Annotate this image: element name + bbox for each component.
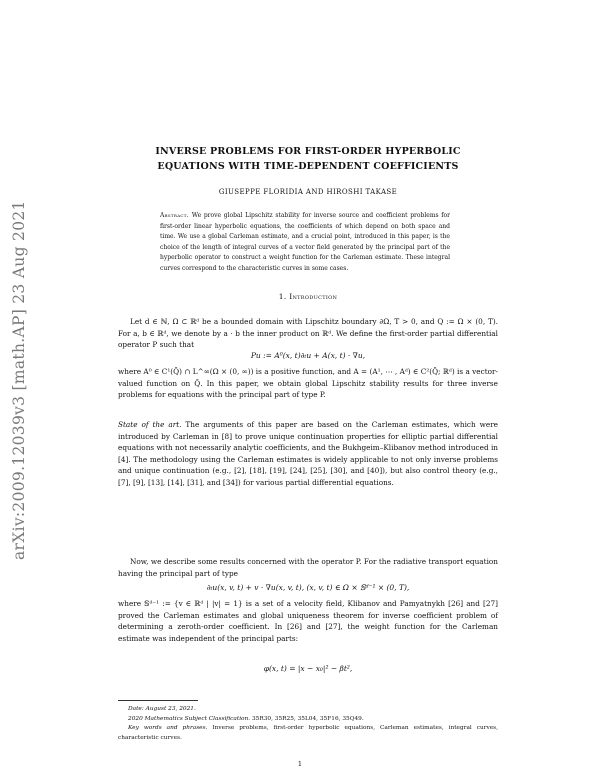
footnote-msc-label: 2020 Mathematics Subject Classification. [128, 715, 251, 722]
equation-operator-p: Pu := A⁰(x, t)∂ₜu + A(x, t) · ∇u, [250, 351, 366, 360]
intro-paragraph-2 [118, 366, 498, 401]
paragraph-text: Now, we describe some results concerned with the operator P. For the radiative transport equation having the principal part of type [118, 557, 498, 578]
equation-radiative-transport: ∂ₜu(x, v, t) + v · ∇u(x, v, t), (x, v, t) ∈ Ω × 𝕊ᵈ⁻¹ × (0, T), [206, 583, 410, 592]
state-of-art-paragraph [118, 419, 498, 488]
footnote-keywords: Inverse problems, first-order hyperbolic equations, Carleman estimates, integral curves, characteristic curves. [118, 725, 498, 741]
footnote-divider [118, 700, 198, 701]
section-heading [118, 292, 498, 301]
intro-paragraph-5 [118, 598, 498, 644]
abstract [160, 211, 450, 274]
paragraph-text: Let d ∈ ℕ, Ω ⊂ ℝᵈ be a bounded domain with Lipschitz boundary ∂Ω, T > 0, and Q := Ω × (0, T). For a, b ∈ ℝᵈ, we denote by a · b the inner product on ℝᵈ. We define the first-order partial differential operator P such that [118, 317, 498, 349]
arxiv-identifier-stamp[interactable]: arXiv:2009.12039v3 [math.AP] 23 Aug 2021 [10, 200, 28, 560]
page-number: 1 [297, 760, 303, 768]
paragraph-text: The arguments of this paper are based on the Carleman estimates, which were introduced by Carleman in [8] to prove unique continuation properties for elliptic partial differential equations with not necessarily analytic coefficients, and the Bukhgeim–Klibanov method introduced in [4]. The methodology using the Carleman estimates is widely applicable to not only inverse problems and unique continuation (e.g., [2], [18], [19], [24], [25], [30], and [40]), but also control theory (e.g., [7], [9], [13], [14], [31], and [34]) for various partial differential equations. [118, 420, 498, 487]
paragraph-text: where 𝕊ᵈ⁻¹ := {v ∈ ℝᵈ | |v| = 1} is a set of a velocity field, Klibanov and Pamyatnykh [26] and [27] proved the Carleman estimates and global uniqueness theorem for inverse coefficient problem of determining a zeroth-order coefficient. In [26] and [27], the weight function for the Carleman estimate was independent of the principal parts: [118, 599, 498, 643]
title-line-1: INVERSE PROBLEMS FOR FIRST-ORDER HYPERBOLIC [155, 146, 461, 157]
footnotes [118, 705, 498, 743]
abstract-text: We prove global Lipschitz stability for inverse source and coefficient problems for first-order linear hyperbolic equations, the coefficients of which depend on both space and time. We use a global Carleman estimate, and a crucial point, introduced in this paper, is the choice of the length of integral curves of a vector field generated by the principal part of the hyperbolic operator to construct a weight function for the Carleman estimate. These integral curves correspond to the characteristic curves in some cases. [160, 212, 450, 272]
state-of-art-label: State of the art. [118, 420, 182, 429]
equation-weight-function: φ(x, t) = |x − x₀|² − βt², [263, 664, 353, 673]
footnote-date: Date: August 23, 2021. [128, 706, 196, 712]
section-number: 1. [278, 292, 287, 301]
intro-paragraph-1 [118, 316, 498, 351]
intro-paragraph-4 [118, 556, 498, 579]
title-line-2: EQUATIONS WITH TIME-DEPENDENT COEFFICIENTS [157, 161, 459, 172]
paragraph-text: where A⁰ ∈ C¹(Q̄) ∩ L^∞(Ω × (0, ∞)) is a positive function, and A = (A¹, ⋯ , Aᵈ) ∈ C²(Q̄; ℝᵈ) is a vector-valued function on Q̄. In this paper, we obtain global Lipschitz stability results for three inverse problems for equations with the principal part of type P. [118, 367, 498, 399]
paper-title [118, 144, 498, 174]
section-title: Introduction [289, 292, 338, 301]
authors: GIUSEPPE FLORIDIA AND HIROSHI TAKASE [218, 188, 398, 196]
abstract-label: Abstract. [160, 212, 189, 219]
footnote-keywords-label: Key words and phrases. [128, 725, 208, 731]
footnote-msc: 35R30, 35R25, 35L04, 35F16, 35Q49. [251, 715, 364, 722]
